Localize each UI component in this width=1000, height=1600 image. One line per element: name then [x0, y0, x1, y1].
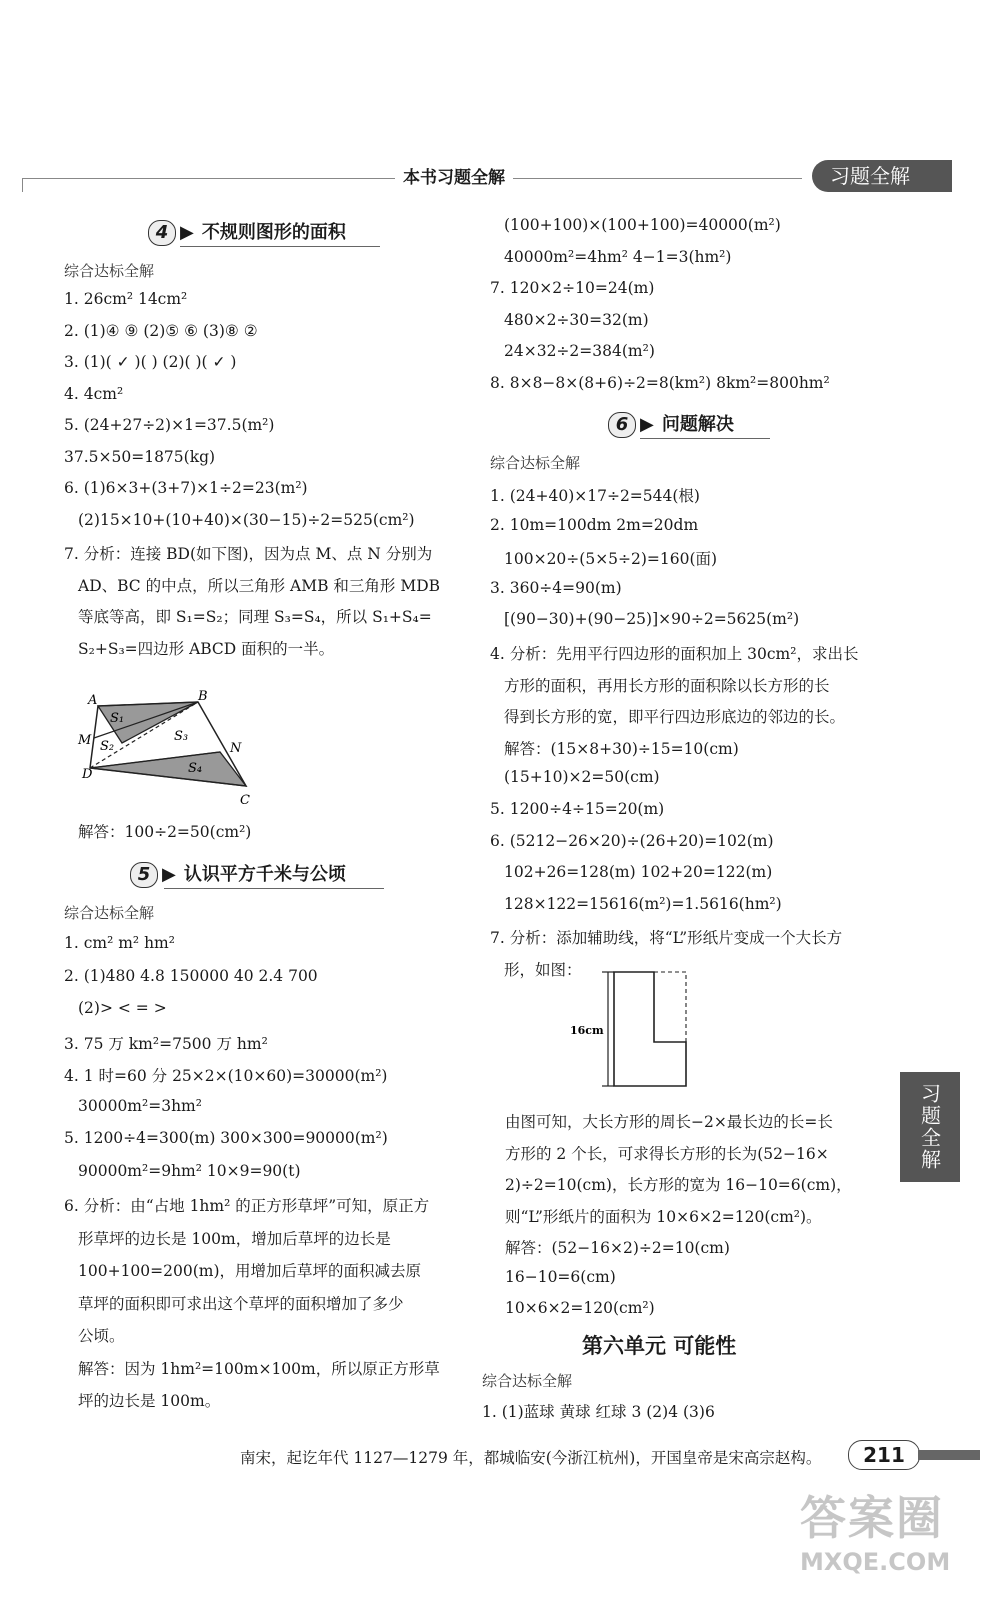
- label-b: B: [198, 689, 208, 704]
- l-shape: [614, 972, 686, 1086]
- label-m: M: [78, 733, 92, 748]
- auxiliary-line: [654, 972, 686, 1042]
- text-line: 2)÷2=10(cm)，长方形的宽为 16−10=6(cm)，: [505, 1176, 852, 1194]
- text-line: 形，如图：: [504, 961, 582, 979]
- label-s1: S₁: [110, 711, 125, 726]
- page-bar: [918, 1450, 980, 1460]
- text-line: 6. (1)6×3+(3+7)×1÷2=23(m²): [64, 479, 308, 497]
- section-number-badge: 6: [608, 412, 636, 438]
- text-line: 坪的边长是 100m。: [78, 1392, 221, 1410]
- section-underline: [640, 438, 770, 439]
- text-line: S₂+S₃=四边形 ABCD 面积的一半。: [78, 639, 335, 658]
- side-tab: 习题全解: [900, 1072, 960, 1182]
- subsection-label: 综合达标全解: [490, 454, 581, 472]
- triangle-s4: [90, 752, 246, 786]
- text-line: 5. (24+27÷2)×1=37.5(m²): [64, 416, 275, 434]
- section-number-badge: 4: [148, 220, 176, 246]
- watermark-big: 答案圈: [800, 1491, 944, 1545]
- arrow-icon: ▶: [180, 222, 194, 243]
- text-line: AD、BC 的中点，所以三角形 AMB 和三角形 MDB: [78, 576, 441, 595]
- watermark: [800, 1482, 990, 1592]
- text-line: 3. (1)( ✓ )( ) (2)( )( ✓ ): [64, 353, 237, 371]
- subsection-label: 综合达标全解: [64, 262, 155, 280]
- text-line: 1. (1)蓝球 黄球 红球 3 (2)4 (3)6: [482, 1403, 715, 1421]
- text-line: 24×32÷2=384(m²): [504, 342, 655, 360]
- label-s4: S₄: [188, 761, 203, 776]
- section-underline: [180, 246, 380, 247]
- section-underline: [164, 888, 384, 889]
- text-line: 8. 8×8−8×(8+6)÷2=8(km²) 8km²=800hm²: [490, 373, 830, 392]
- section-title: 不规则图形的面积: [201, 222, 346, 243]
- text-line: (15+10)×2=50(cm): [504, 768, 660, 787]
- section-6-heading: [608, 410, 734, 438]
- text-line: 方形的 2 个长，可求得长方形的长为(52−16×: [505, 1144, 829, 1163]
- section-title: 问题解决: [661, 414, 734, 435]
- text-line: 1. (24+40)×17÷2=544(根): [490, 487, 700, 505]
- text-line: 2. 10m=100dm 2m=20dm: [490, 515, 699, 534]
- text-line: 形草坪的边长是 100m，增加后草坪的边长是: [78, 1229, 391, 1248]
- page-number: 211: [848, 1440, 920, 1470]
- text-line: 3. 75 万 km²=7500 万 hm²: [64, 1034, 268, 1053]
- l-shape-figure: [570, 968, 700, 1090]
- text-line: 102+26=128(m) 102+20=122(m): [504, 863, 773, 882]
- text-line: 方形的面积，再用长方形的面积除以长方形的长: [504, 676, 830, 695]
- label-s2: S₂: [100, 739, 115, 754]
- text-line: 解答：(52−16×2)÷2=10(cm): [505, 1239, 730, 1257]
- text-line: 3. 360÷4=90(m): [490, 578, 622, 597]
- text-line: 37.5×50=1875(kg): [64, 447, 216, 466]
- text-line: 1. cm² m² hm²: [64, 934, 175, 952]
- section-title: 认识平方千米与公顷: [183, 864, 346, 885]
- arrow-icon: ▶: [162, 864, 176, 885]
- label-d: D: [82, 767, 93, 782]
- text-line: 由图可知，大长方形的周长−2×最长边的长=长: [505, 1113, 833, 1131]
- text-line: 草坪的面积即可求出这个草坪的面积增加了多少: [78, 1294, 404, 1313]
- text-line: 30000m²=3hm²: [78, 1096, 202, 1115]
- text-line: 10×6×2=120(cm²): [505, 1299, 655, 1317]
- text-line: 解答：(15×8+30)÷15=10(cm): [504, 739, 739, 758]
- text-line: 7. 120×2÷10=24(m): [490, 279, 655, 297]
- text-line: 4. 分析：先用平行四边形的面积加上 30cm²，求出长: [490, 645, 859, 663]
- text-line: (2)> < = >: [78, 999, 167, 1017]
- text-line: 5. 1200÷4÷15=20(m): [490, 800, 665, 818]
- text-line: 公顷。: [78, 1327, 125, 1345]
- text-line: 6. (5212−26×20)÷(26+20)=102(m): [490, 831, 774, 850]
- text-line: 7. 分析：添加辅助线，将“L”形纸片变成一个大长方: [490, 929, 843, 948]
- unit-title: 第六单元 可能性: [582, 1334, 737, 1358]
- label-n: N: [230, 741, 242, 756]
- label-s3: S₃: [174, 729, 189, 744]
- text-line: 6. 分析：由“占地 1hm² 的正方形草坪”可知，原正方: [64, 1197, 430, 1215]
- subsection-label: 综合达标全解: [64, 904, 155, 922]
- text-line: 40000m²=4hm² 4−1=3(hm²): [504, 247, 732, 266]
- text-line: 解答：因为 1hm²=100m×100m，所以原正方形草: [78, 1359, 440, 1378]
- footer-note: 南宋，起讫年代 1127—1279 年，都城临安(今浙江杭州)，开国皇帝是宋高宗赵构。: [240, 1449, 822, 1467]
- arrow-icon: ▶: [640, 414, 654, 435]
- watermark-small: MXQE.COM: [800, 1548, 951, 1576]
- text-line: (2)15×10+(10+40)×(30−15)÷2=525(cm²): [78, 510, 415, 529]
- text-line: (100+100)×(100+100)=40000(m²): [504, 216, 781, 234]
- label-c: C: [240, 793, 250, 808]
- text-line: 7. 分析：连接 BD(如下图)，因为点 M、点 N 分别为: [64, 545, 433, 563]
- subsection-label: 综合达标全解: [482, 1372, 573, 1390]
- text-line: 100+100=200(m)，用增加后草坪的面积减去原: [78, 1262, 422, 1280]
- label-a: A: [88, 693, 98, 708]
- section-number-badge: 5: [130, 862, 158, 888]
- text-line: 4. 4cm²: [64, 384, 124, 403]
- text-line: 128×122=15616(m²)=1.5616(hm²): [504, 894, 782, 913]
- answer-7: 解答：100÷2=50(cm²): [78, 823, 252, 841]
- text-line: 480×2÷30=32(m): [504, 310, 649, 329]
- text-line: 等底等高，即 S₁=S₂；同理 S₃=S₄，所以 S₁+S₄=: [78, 608, 432, 626]
- text-line: 90000m²=9hm² 10×9=90(t): [78, 1161, 301, 1180]
- text-line: 得到长方形的宽，即平行四边形底边的邻边的长。: [504, 708, 846, 727]
- quadrilateral-figure: [70, 688, 270, 810]
- header-tag: 习题全解: [812, 160, 952, 192]
- text-line: 4. 1 时=60 分 25×2×(10×60)=30000(m²): [64, 1067, 388, 1085]
- text-line: 100×20÷(5×5÷2)=160(面): [504, 550, 718, 569]
- text-line: 5. 1200÷4=300(m) 300×300=90000(m²): [64, 1129, 388, 1147]
- section-4-heading: [148, 218, 346, 246]
- section-5-heading: [130, 860, 346, 888]
- header-title: 本书习题全解: [395, 163, 513, 188]
- text-line: [(90−30)+(90−25)]×90÷2=5625(m²): [504, 610, 800, 629]
- height-label: 16cm: [570, 1024, 604, 1037]
- text-line: 2. (1)480 4.8 150000 40 2.4 700: [64, 966, 318, 985]
- header-rule-tick: [22, 178, 23, 192]
- text-line: 2. (1)④ ⑨ (2)⑤ ⑥ (3)⑧ ②: [64, 321, 258, 340]
- text-line: 则“L”形纸片的面积为 10×6×2=120(cm²)。: [505, 1207, 822, 1226]
- text-line: 1. 26cm² 14cm²: [64, 290, 188, 308]
- text-line: 16−10=6(cm): [505, 1267, 616, 1286]
